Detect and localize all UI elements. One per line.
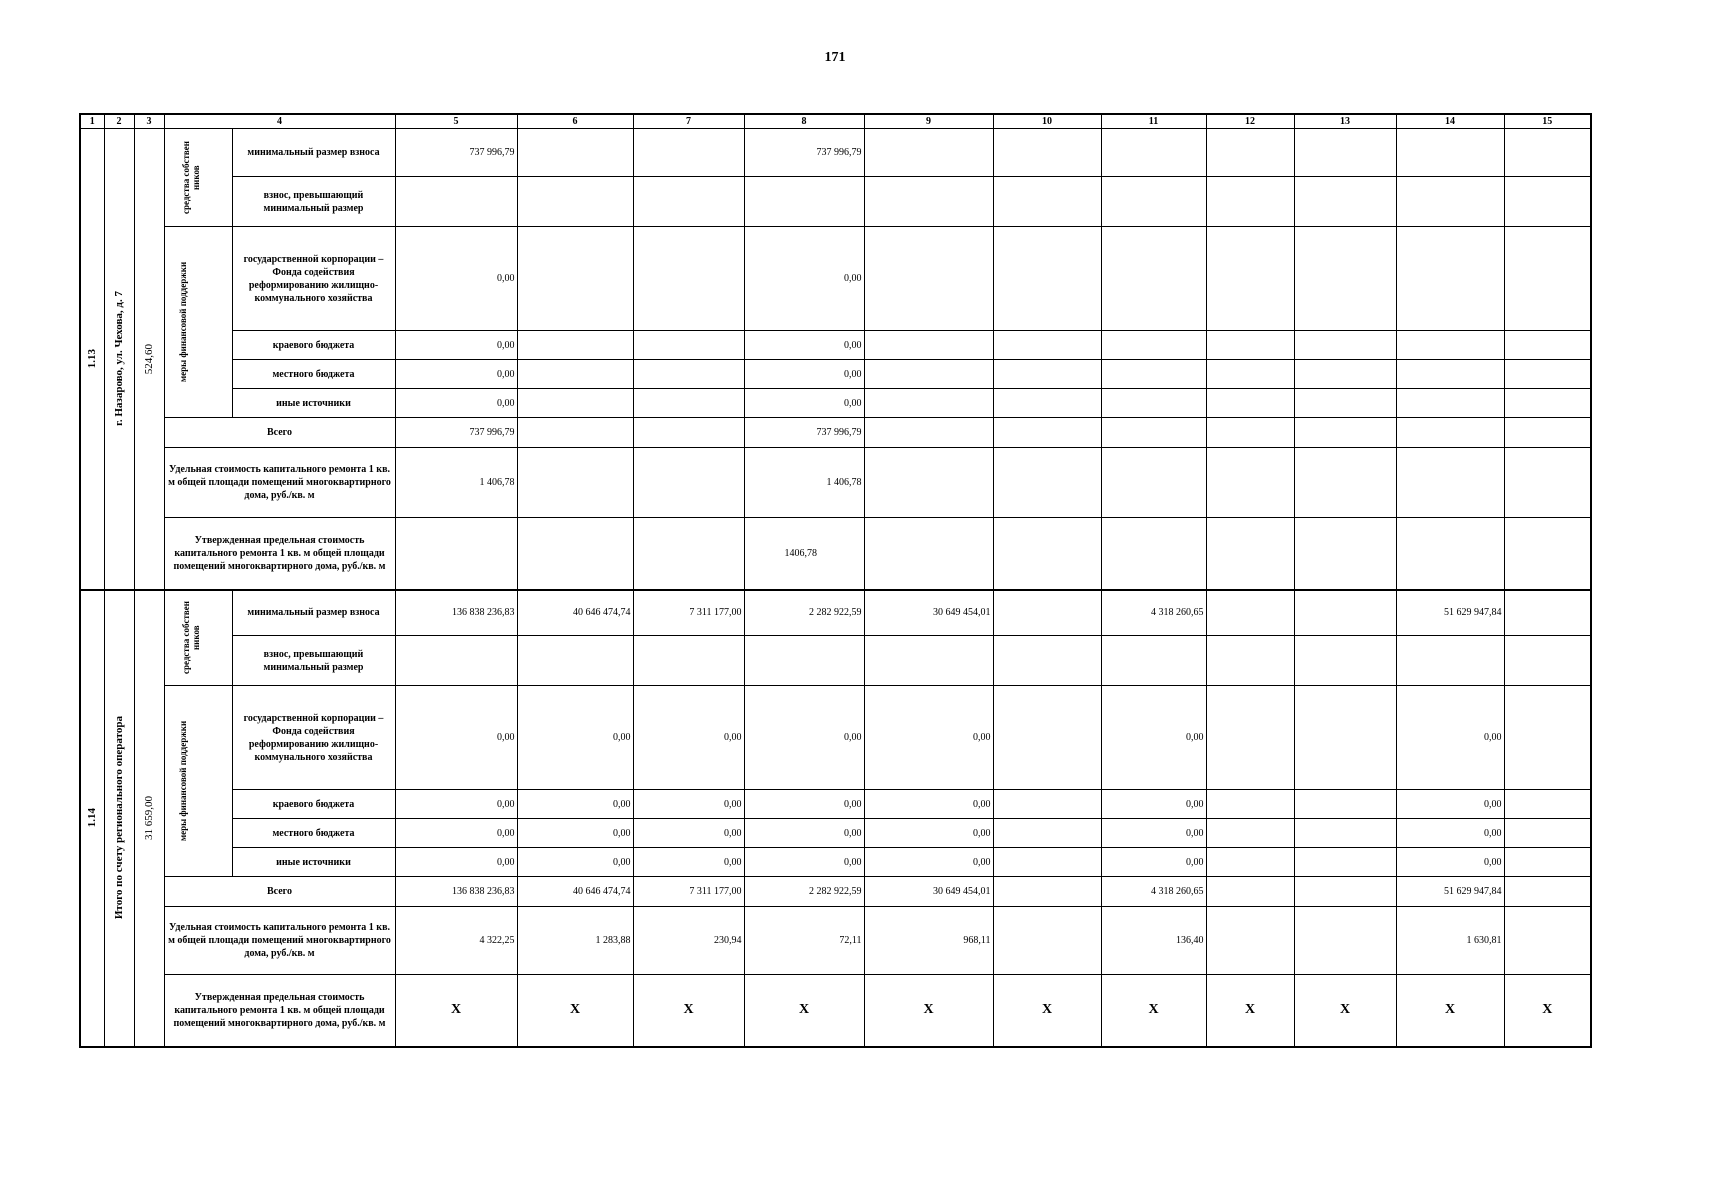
cell-prevysh-col9 xyxy=(864,636,993,686)
cell-kraevoy-col5: 0,00 xyxy=(395,331,517,360)
label-mestny: местного бюджета xyxy=(232,360,395,389)
row-min-vznos xyxy=(80,590,1591,636)
col-header-6: 6 xyxy=(517,114,633,129)
cell-prevysh-col5 xyxy=(395,177,517,227)
cell-mestny-col15 xyxy=(1504,819,1591,848)
col-header-7: 7 xyxy=(633,114,744,129)
cell-vsego-col11 xyxy=(1101,418,1206,448)
cell-mestny-col5: 0,00 xyxy=(395,360,517,389)
cell-min_vznos-col7: 7 311 177,00 xyxy=(633,590,744,636)
cell-vsego-col7 xyxy=(633,418,744,448)
group-mery: меры финансовой поддержки xyxy=(164,686,232,877)
label-mestny: местного бюджета xyxy=(232,819,395,848)
cell-kraevoy-col12 xyxy=(1206,331,1294,360)
cell-goskorp-col6 xyxy=(517,227,633,331)
cell-utverzh-col6: X xyxy=(517,975,633,1047)
row-inye xyxy=(80,848,1591,877)
cell-utverzh-col13: X xyxy=(1294,975,1396,1047)
cell-prevysh-col10 xyxy=(993,177,1101,227)
cell-vsego-col15 xyxy=(1504,877,1591,907)
cell-goskorp-col11 xyxy=(1101,227,1206,331)
cell-vsego-col14: 51 629 947,84 xyxy=(1396,877,1504,907)
cell-mestny-col13 xyxy=(1294,360,1396,389)
cell-vsego-col7: 7 311 177,00 xyxy=(633,877,744,907)
label-inye: иные источники xyxy=(232,848,395,877)
cell-min_vznos-col5: 737 996,79 xyxy=(395,129,517,177)
cell-min_vznos-col15 xyxy=(1504,590,1591,636)
cell-goskorp-col8: 0,00 xyxy=(744,227,864,331)
col-header-11: 11 xyxy=(1101,114,1206,129)
cell-udelnaya-col10 xyxy=(993,907,1101,975)
col-header-1: 1 xyxy=(80,114,104,129)
cell-prevysh-col13 xyxy=(1294,177,1396,227)
row-inye xyxy=(80,389,1591,418)
row-kraevoy xyxy=(80,790,1591,819)
cell-prevysh-col6 xyxy=(517,636,633,686)
col-header-12: 12 xyxy=(1206,114,1294,129)
cell-mestny-col9: 0,00 xyxy=(864,819,993,848)
cell-mestny-col13 xyxy=(1294,819,1396,848)
cell-min_vznos-col11 xyxy=(1101,129,1206,177)
cell-kraevoy-col5: 0,00 xyxy=(395,790,517,819)
cell-udelnaya-col14 xyxy=(1396,448,1504,518)
col-header-2: 2 xyxy=(104,114,134,129)
row-utverzh xyxy=(80,975,1591,1047)
row-min-vznos xyxy=(80,129,1591,177)
row-goskorp xyxy=(80,227,1591,331)
cell-min_vznos-col9 xyxy=(864,129,993,177)
col-header-5: 5 xyxy=(395,114,517,129)
cell-mestny-col7: 0,00 xyxy=(633,819,744,848)
cell-udelnaya-col6 xyxy=(517,448,633,518)
cell-min_vznos-col6 xyxy=(517,129,633,177)
cell-min_vznos-col13 xyxy=(1294,590,1396,636)
cell-kraevoy-col14: 0,00 xyxy=(1396,790,1504,819)
cell-prevysh-col11 xyxy=(1101,177,1206,227)
cell-mestny-col7 xyxy=(633,360,744,389)
cell-prevysh-col5 xyxy=(395,636,517,686)
row-kraevoy xyxy=(80,331,1591,360)
cell-kraevoy-col9: 0,00 xyxy=(864,790,993,819)
label-udelnaya: Удельная стоимость капитального ремонта 1 кв. м общей площади помещений многоквартирного дома, руб./кв. м xyxy=(164,448,395,518)
cell-prevysh-col8 xyxy=(744,177,864,227)
cell-min_vznos-col8: 2 282 922,59 xyxy=(744,590,864,636)
row-udelnaya xyxy=(80,448,1591,518)
cell-vsego-col15 xyxy=(1504,418,1591,448)
cell-kraevoy-col15 xyxy=(1504,790,1591,819)
cell-goskorp-col7 xyxy=(633,227,744,331)
label-utverzh: Утвержденная предельная стоимость капитального ремонта 1 кв. м общей площади помещений многоквартирного дома, руб./кв. м xyxy=(164,518,395,590)
col-header-9: 9 xyxy=(864,114,993,129)
label-goskorp: государственной корпорации – Фонда содействия реформированию жилищно-коммунального хозяйства xyxy=(232,227,395,331)
cell-min_vznos-col12 xyxy=(1206,129,1294,177)
cell-udelnaya-col11 xyxy=(1101,448,1206,518)
col-header-10: 10 xyxy=(993,114,1101,129)
cell-kraevoy-col6 xyxy=(517,331,633,360)
cell-inye-col9 xyxy=(864,389,993,418)
cell-inye-col14 xyxy=(1396,389,1504,418)
cell-udelnaya-col7: 230,94 xyxy=(633,907,744,975)
cell-utverzh-col11: X xyxy=(1101,975,1206,1047)
cell-utverzh-col8: 1406,78 xyxy=(744,518,864,590)
col-header-15: 15 xyxy=(1504,114,1591,129)
cell-utverzh-col5: X xyxy=(395,975,517,1047)
cell-inye-col12 xyxy=(1206,848,1294,877)
cell-goskorp-col12 xyxy=(1206,227,1294,331)
cell-goskorp-col10 xyxy=(993,227,1101,331)
cell-mestny-col11 xyxy=(1101,360,1206,389)
cell-utverzh-col15: X xyxy=(1504,975,1591,1047)
cell-kraevoy-col11 xyxy=(1101,331,1206,360)
cell-vsego-col6: 40 646 474,74 xyxy=(517,877,633,907)
page-number: 171 xyxy=(824,50,846,65)
cell-prevysh-col15 xyxy=(1504,636,1591,686)
cell-vsego-col9: 30 649 454,01 xyxy=(864,877,993,907)
cell-inye-col13 xyxy=(1294,389,1396,418)
cell-mestny-col11: 0,00 xyxy=(1101,819,1206,848)
cell-mestny-col5: 0,00 xyxy=(395,819,517,848)
cell-prevysh-col13 xyxy=(1294,636,1396,686)
col-header-8: 8 xyxy=(744,114,864,129)
cell-min_vznos-col12 xyxy=(1206,590,1294,636)
cell-prevysh-col11 xyxy=(1101,636,1206,686)
cell-inye-col11 xyxy=(1101,389,1206,418)
cell-min_vznos-col9: 30 649 454,01 xyxy=(864,590,993,636)
address: Итого по счету регионального оператора xyxy=(104,590,134,1047)
cell-kraevoy-col6: 0,00 xyxy=(517,790,633,819)
cell-min_vznos-col14: 51 629 947,84 xyxy=(1396,590,1504,636)
cell-udelnaya-col11: 136,40 xyxy=(1101,907,1206,975)
cell-inye-col9: 0,00 xyxy=(864,848,993,877)
cell-vsego-col13 xyxy=(1294,418,1396,448)
cell-vsego-col10 xyxy=(993,877,1101,907)
cell-utverzh-col15 xyxy=(1504,518,1591,590)
cell-goskorp-col11: 0,00 xyxy=(1101,686,1206,790)
label-min-vznos: минимальный размер взноса xyxy=(232,590,395,636)
cell-kraevoy-col8: 0,00 xyxy=(744,790,864,819)
cell-mestny-col9 xyxy=(864,360,993,389)
cell-kraevoy-col7: 0,00 xyxy=(633,790,744,819)
cell-prevysh-col12 xyxy=(1206,177,1294,227)
cell-goskorp-col13 xyxy=(1294,686,1396,790)
cell-mestny-col8: 0,00 xyxy=(744,819,864,848)
cell-goskorp-col15 xyxy=(1504,227,1591,331)
cell-kraevoy-col10 xyxy=(993,331,1101,360)
cell-prevysh-col6 xyxy=(517,177,633,227)
cell-inye-col11: 0,00 xyxy=(1101,848,1206,877)
cell-inye-col6 xyxy=(517,389,633,418)
cell-kraevoy-col8: 0,00 xyxy=(744,331,864,360)
cell-min_vznos-col15 xyxy=(1504,129,1591,177)
cell-utverzh-col11 xyxy=(1101,518,1206,590)
cell-vsego-col13 xyxy=(1294,877,1396,907)
cell-inye-col12 xyxy=(1206,389,1294,418)
cell-utverzh-col5 xyxy=(395,518,517,590)
cell-kraevoy-col9 xyxy=(864,331,993,360)
row-mestny xyxy=(80,819,1591,848)
address: г. Назарово, ул. Чехова, д. 7 xyxy=(104,129,134,590)
cell-udelnaya-col9: 968,11 xyxy=(864,907,993,975)
cell-prevysh-col8 xyxy=(744,636,864,686)
cell-mestny-col10 xyxy=(993,819,1101,848)
cell-udelnaya-col13 xyxy=(1294,448,1396,518)
cell-inye-col6: 0,00 xyxy=(517,848,633,877)
cell-goskorp-col13 xyxy=(1294,227,1396,331)
cell-min_vznos-col6: 40 646 474,74 xyxy=(517,590,633,636)
row-goskorp xyxy=(80,686,1591,790)
cell-udelnaya-col14: 1 630,81 xyxy=(1396,907,1504,975)
area: 31 659,00 xyxy=(134,590,164,1047)
cell-vsego-col14 xyxy=(1396,418,1504,448)
cell-min_vznos-col11: 4 318 260,65 xyxy=(1101,590,1206,636)
cell-goskorp-col15 xyxy=(1504,686,1591,790)
cell-mestny-col14: 0,00 xyxy=(1396,819,1504,848)
cell-inye-col10 xyxy=(993,848,1101,877)
cell-min_vznos-col10 xyxy=(993,590,1101,636)
cell-goskorp-col14: 0,00 xyxy=(1396,686,1504,790)
cell-mestny-col10 xyxy=(993,360,1101,389)
row-mestny xyxy=(80,360,1591,389)
cell-kraevoy-col12 xyxy=(1206,790,1294,819)
cell-mestny-col8: 0,00 xyxy=(744,360,864,389)
cell-utverzh-col12: X xyxy=(1206,975,1294,1047)
cell-goskorp-col9 xyxy=(864,227,993,331)
label-udelnaya: Удельная стоимость капитального ремонта 1 кв. м общей площади помещений многоквартирного дома, руб./кв. м xyxy=(164,907,395,975)
cell-utverzh-col7: X xyxy=(633,975,744,1047)
cell-goskorp-col9: 0,00 xyxy=(864,686,993,790)
cell-prevysh-col10 xyxy=(993,636,1101,686)
cell-inye-col5: 0,00 xyxy=(395,848,517,877)
cell-udelnaya-col8: 72,11 xyxy=(744,907,864,975)
cell-inye-col7: 0,00 xyxy=(633,848,744,877)
cell-prevysh-col9 xyxy=(864,177,993,227)
cell-inye-col10 xyxy=(993,389,1101,418)
cell-udelnaya-col9 xyxy=(864,448,993,518)
cell-mestny-col12 xyxy=(1206,360,1294,389)
cell-utverzh-col10: X xyxy=(993,975,1101,1047)
cell-vsego-col8: 737 996,79 xyxy=(744,418,864,448)
cell-prevysh-col14 xyxy=(1396,177,1504,227)
cell-inye-col13 xyxy=(1294,848,1396,877)
row-vsego xyxy=(80,877,1591,907)
cell-goskorp-col14 xyxy=(1396,227,1504,331)
cell-prevysh-col15 xyxy=(1504,177,1591,227)
row-vsego xyxy=(80,418,1591,448)
col-header-14: 14 xyxy=(1396,114,1504,129)
cell-mestny-col15 xyxy=(1504,360,1591,389)
label-vsego: Всего xyxy=(164,877,395,907)
cell-utverzh-col7 xyxy=(633,518,744,590)
row-number: 1.13 xyxy=(80,129,104,590)
cell-kraevoy-col11: 0,00 xyxy=(1101,790,1206,819)
cell-min_vznos-col10 xyxy=(993,129,1101,177)
col-header-3: 3 xyxy=(134,114,164,129)
label-prevysh: взнос, превышающий минимальный размер xyxy=(232,636,395,686)
row-prevysh xyxy=(80,177,1591,227)
cell-inye-col8: 0,00 xyxy=(744,389,864,418)
cell-vsego-col9 xyxy=(864,418,993,448)
cell-goskorp-col7: 0,00 xyxy=(633,686,744,790)
cell-mestny-col12 xyxy=(1206,819,1294,848)
cell-utverzh-col9: X xyxy=(864,975,993,1047)
label-min-vznos: минимальный размер взноса xyxy=(232,129,395,177)
group-sredstva: средства собствен ников xyxy=(164,129,232,227)
capital-repair-table xyxy=(79,113,1592,1048)
cell-inye-col5: 0,00 xyxy=(395,389,517,418)
label-vsego: Всего xyxy=(164,418,395,448)
row-udelnaya xyxy=(80,907,1591,975)
cell-vsego-col12 xyxy=(1206,418,1294,448)
cell-utverzh-col8: X xyxy=(744,975,864,1047)
cell-utverzh-col12 xyxy=(1206,518,1294,590)
row-prevysh xyxy=(80,636,1591,686)
cell-utverzh-col10 xyxy=(993,518,1101,590)
cell-udelnaya-col13 xyxy=(1294,907,1396,975)
col-header-4: 4 xyxy=(164,114,395,129)
cell-udelnaya-col15 xyxy=(1504,448,1591,518)
cell-goskorp-col8: 0,00 xyxy=(744,686,864,790)
label-utverzh: Утвержденная предельная стоимость капитального ремонта 1 кв. м общей площади помещений многоквартирного дома, руб./кв. м xyxy=(164,975,395,1047)
cell-min_vznos-col8: 737 996,79 xyxy=(744,129,864,177)
cell-inye-col14: 0,00 xyxy=(1396,848,1504,877)
cell-utverzh-col13 xyxy=(1294,518,1396,590)
cell-udelnaya-col8: 1 406,78 xyxy=(744,448,864,518)
cell-mestny-col14 xyxy=(1396,360,1504,389)
cell-udelnaya-col12 xyxy=(1206,907,1294,975)
cell-mestny-col6: 0,00 xyxy=(517,819,633,848)
cell-vsego-col5: 136 838 236,83 xyxy=(395,877,517,907)
label-prevysh: взнос, превышающий минимальный размер xyxy=(232,177,395,227)
cell-goskorp-col12 xyxy=(1206,686,1294,790)
group-sredstva: средства собствен ников xyxy=(164,590,232,686)
label-kraevoy: краевого бюджета xyxy=(232,790,395,819)
row-utverzh xyxy=(80,518,1591,590)
cell-utverzh-col6 xyxy=(517,518,633,590)
cell-inye-col8: 0,00 xyxy=(744,848,864,877)
cell-kraevoy-col14 xyxy=(1396,331,1504,360)
cell-goskorp-col6: 0,00 xyxy=(517,686,633,790)
label-kraevoy: краевого бюджета xyxy=(232,331,395,360)
cell-inye-col7 xyxy=(633,389,744,418)
cell-inye-col15 xyxy=(1504,848,1591,877)
cell-prevysh-col14 xyxy=(1396,636,1504,686)
cell-prevysh-col7 xyxy=(633,177,744,227)
cell-udelnaya-col15 xyxy=(1504,907,1591,975)
cell-vsego-col8: 2 282 922,59 xyxy=(744,877,864,907)
cell-vsego-col12 xyxy=(1206,877,1294,907)
cell-udelnaya-col12 xyxy=(1206,448,1294,518)
cell-udelnaya-col5: 4 322,25 xyxy=(395,907,517,975)
cell-kraevoy-col13 xyxy=(1294,790,1396,819)
cell-min_vznos-col14 xyxy=(1396,129,1504,177)
cell-udelnaya-col7 xyxy=(633,448,744,518)
cell-min_vznos-col5: 136 838 236,83 xyxy=(395,590,517,636)
col-header-13: 13 xyxy=(1294,114,1396,129)
cell-goskorp-col5: 0,00 xyxy=(395,686,517,790)
group-mery: меры финансовой поддержки xyxy=(164,227,232,418)
cell-min_vznos-col13 xyxy=(1294,129,1396,177)
cell-utverzh-col9 xyxy=(864,518,993,590)
cell-prevysh-col7 xyxy=(633,636,744,686)
cell-kraevoy-col15 xyxy=(1504,331,1591,360)
cell-goskorp-col10 xyxy=(993,686,1101,790)
row-number: 1.14 xyxy=(80,590,104,1047)
cell-vsego-col10 xyxy=(993,418,1101,448)
area: 524,60 xyxy=(134,129,164,590)
header-row xyxy=(80,114,1591,129)
cell-mestny-col6 xyxy=(517,360,633,389)
cell-udelnaya-col5: 1 406,78 xyxy=(395,448,517,518)
cell-utverzh-col14 xyxy=(1396,518,1504,590)
cell-prevysh-col12 xyxy=(1206,636,1294,686)
cell-vsego-col11: 4 318 260,65 xyxy=(1101,877,1206,907)
cell-vsego-col6 xyxy=(517,418,633,448)
label-goskorp: государственной корпорации – Фонда содействия реформированию жилищно-коммунального хозяйства xyxy=(232,686,395,790)
cell-utverzh-col14: X xyxy=(1396,975,1504,1047)
cell-kraevoy-col10 xyxy=(993,790,1101,819)
cell-min_vznos-col7 xyxy=(633,129,744,177)
cell-inye-col15 xyxy=(1504,389,1591,418)
label-inye: иные источники xyxy=(232,389,395,418)
cell-kraevoy-col7 xyxy=(633,331,744,360)
cell-kraevoy-col13 xyxy=(1294,331,1396,360)
cell-vsego-col5: 737 996,79 xyxy=(395,418,517,448)
cell-udelnaya-col6: 1 283,88 xyxy=(517,907,633,975)
cell-udelnaya-col10 xyxy=(993,448,1101,518)
cell-goskorp-col5: 0,00 xyxy=(395,227,517,331)
